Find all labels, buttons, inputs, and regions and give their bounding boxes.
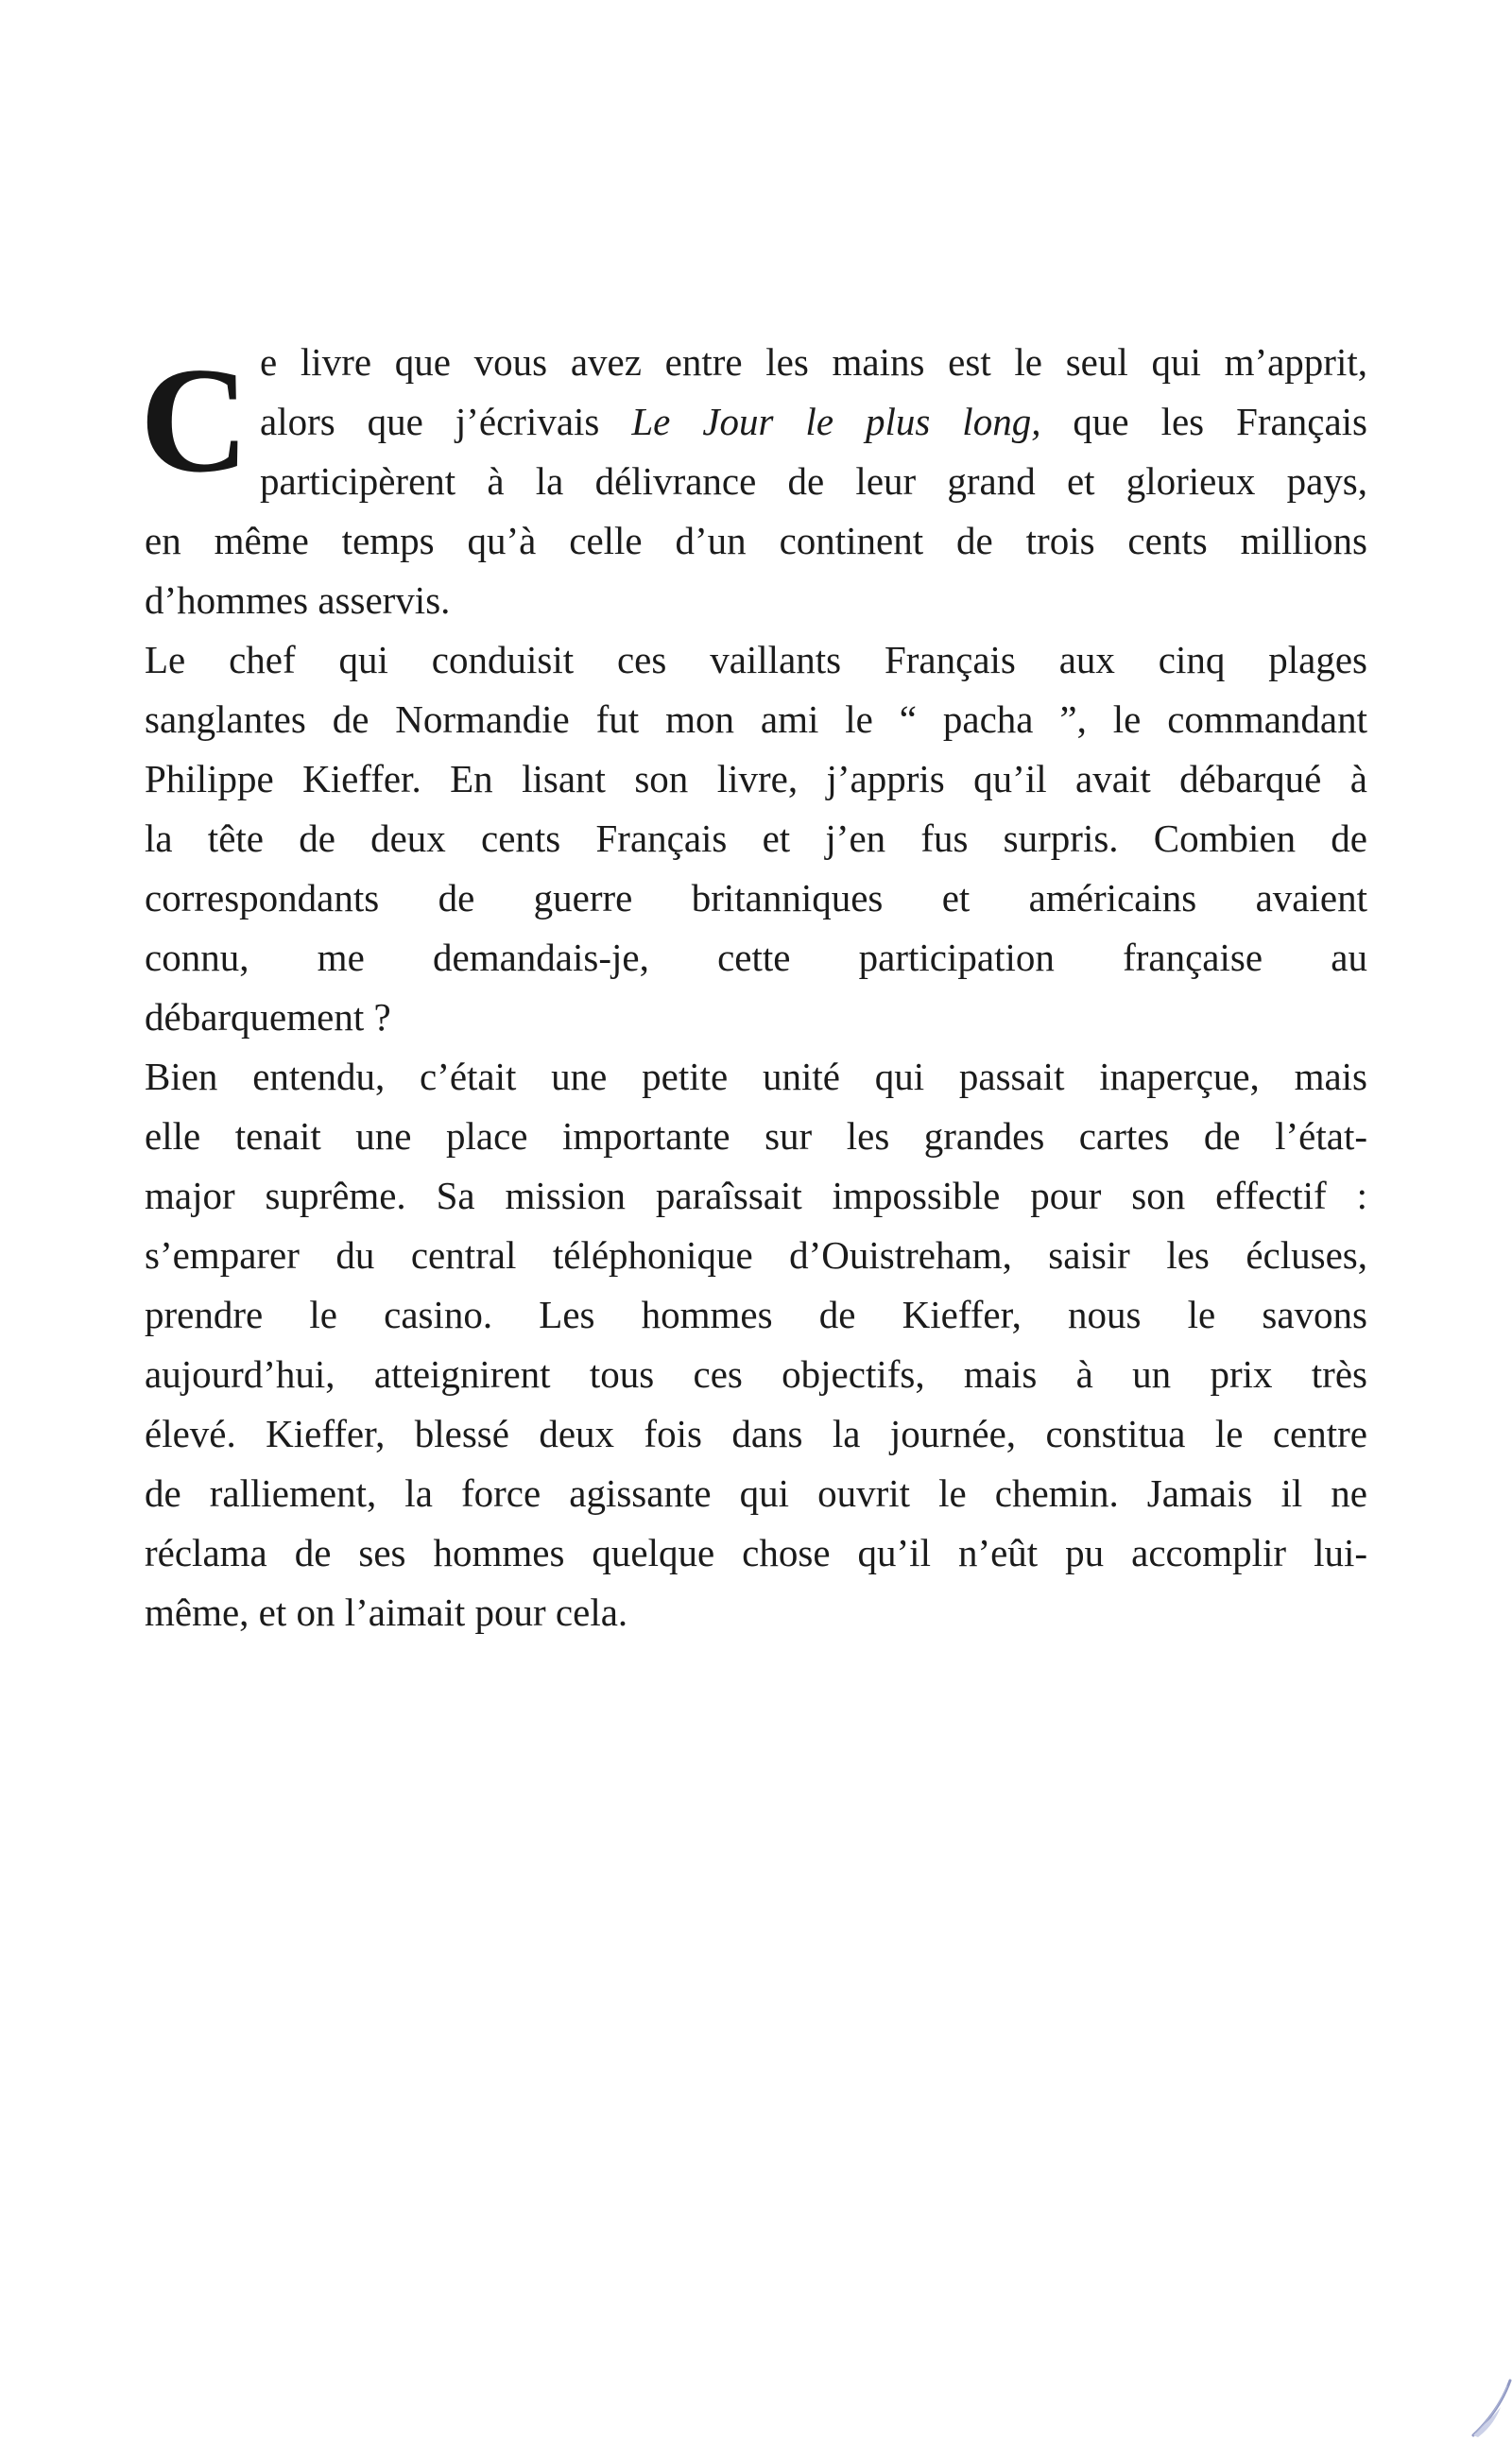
page-curl-stroke xyxy=(1473,2381,1510,2435)
page-curl-fill xyxy=(1473,2407,1501,2437)
text-segment: alors que j’écrivais xyxy=(260,400,632,443)
text-line xyxy=(145,630,1367,690)
text-line xyxy=(145,868,1367,928)
text-segment: même, et on l’aimait pour cela. xyxy=(145,1590,628,1634)
paragraph xyxy=(145,333,1367,630)
text-line xyxy=(145,1166,1367,1226)
text-line xyxy=(145,1107,1367,1166)
text-segment: Bien entendu, c’était une petite unité qui passait inaperçue, mais xyxy=(145,1055,1367,1098)
italic-book-title: Le Jour le plus long, xyxy=(631,400,1041,443)
text-line xyxy=(145,1226,1367,1285)
text-line xyxy=(145,928,1367,988)
paragraph xyxy=(145,1047,1367,1642)
text-segment: la tête de deux cents Français et j’en fus surpris. Combien de xyxy=(145,817,1367,860)
paragraph xyxy=(145,630,1367,1047)
text-segment: élevé. Kieffer, blessé deux fois dans la journée, constitua le centre xyxy=(145,1412,1367,1455)
text-segment: aujourd’hui, atteignirent tous ces objectifs, mais à un prix très xyxy=(145,1352,1367,1396)
text-segment: connu, me demandais-je, cette participation française au xyxy=(145,936,1367,979)
text-segment: s’emparer du central téléphonique d’Ouistreham, saisir les écluses, xyxy=(145,1233,1367,1277)
text-line xyxy=(145,1404,1367,1464)
text-segment: en même temps qu’à celle d’un continent de trois cents millions xyxy=(145,519,1367,562)
text-line xyxy=(145,1047,1367,1107)
text-segment: débarquement ? xyxy=(145,995,391,1039)
text-segment: elle tenait une place importante sur les grandes cartes de l’état- xyxy=(145,1114,1367,1158)
text-segment: e livre que vous avez entre les mains est le seul qui m’apprit, xyxy=(260,340,1367,384)
page-curl-decoration xyxy=(1467,2379,1512,2441)
text-segment: Philippe Kieffer. En lisant son livre, j’appris qu’il avait débarqué à xyxy=(145,757,1367,800)
text-line xyxy=(145,1523,1367,1583)
text-segment: d’hommes asservis. xyxy=(145,578,451,622)
text-line xyxy=(145,571,1367,630)
text-segment: correspondants de guerre britanniques et américains avaient xyxy=(145,876,1367,920)
drop-cap-letter: C xyxy=(140,335,249,504)
text-line xyxy=(145,1285,1367,1345)
text-segment: Le chef qui conduisit ces vaillants Français aux cinq plages xyxy=(145,638,1367,681)
text-segment: de ralliement, la force agissante qui ouvrit le chemin. Jamais il ne xyxy=(145,1471,1367,1515)
text-segment: major suprême. Sa mission paraîssait impossible pour son effectif : xyxy=(145,1174,1367,1217)
text-line xyxy=(145,690,1367,749)
body-text xyxy=(145,333,1367,1642)
text-segment: sanglantes de Normandie fut mon ami le “ pacha ”, le commandant xyxy=(145,697,1367,741)
text-line xyxy=(145,1464,1367,1523)
text-line xyxy=(145,1583,1367,1642)
text-line xyxy=(145,452,1367,511)
text-line xyxy=(145,511,1367,571)
text-segment: réclama de ses hommes quelque chose qu’il n’eût pu accomplir lui- xyxy=(145,1531,1367,1574)
text-line xyxy=(145,988,1367,1047)
page-curl-highlight xyxy=(1476,2386,1507,2432)
text-line xyxy=(145,809,1367,868)
text-line xyxy=(145,1345,1367,1404)
text-segment: prendre le casino. Les hommes de Kieffer, nous le savons xyxy=(145,1293,1367,1336)
text-line xyxy=(145,333,1367,392)
text-line xyxy=(145,749,1367,809)
text-segment: participèrent à la délivrance de leur grand et glorieux pays, xyxy=(260,459,1367,503)
text-line xyxy=(145,392,1367,452)
text-segment: que les Français xyxy=(1040,400,1367,443)
